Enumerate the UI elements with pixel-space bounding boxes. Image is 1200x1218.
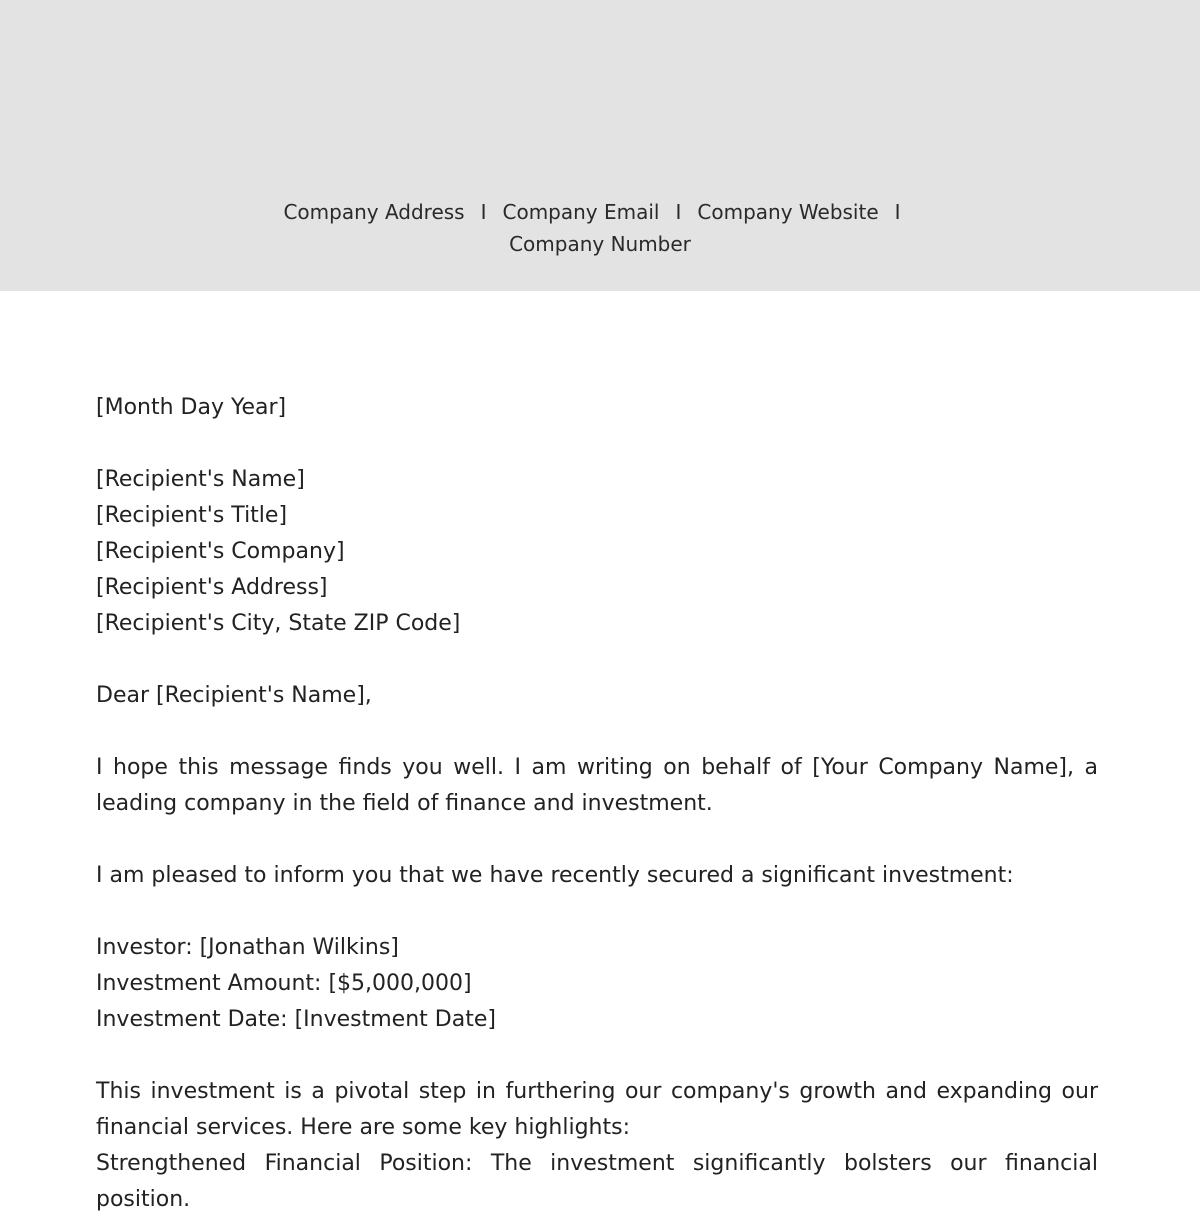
letter-date: [Month Day Year] [96,395,287,420]
investor-line: Investor: [Jonathan Wilkins] [96,935,399,960]
company-email: Company Email [502,200,660,224]
salutation: Dear [Recipient's Name], [96,683,372,708]
recipient-title: [Recipient's Title] [96,503,288,528]
investment-details [96,930,1098,1038]
spacer [96,1038,1098,1074]
investment-date-line: Investment Date: [Investment Date] [96,1007,496,1032]
spacer [96,426,1098,462]
letterhead-banner [0,0,1200,291]
spacer [96,822,1098,858]
highlights-paragraph: This investment is a pivotal step in furthering our company's growth and expanding our financial services. Here are some key highlights: [96,1079,1098,1140]
recipient-company: [Recipient's Company] [96,539,345,564]
letter-body [96,390,1098,1218]
company-contact-line [200,196,1000,260]
company-website: Company Website [697,200,879,224]
highlight-financial-position: Strengthened Financial Position: The investment significantly bolsters our financial position. [96,1151,1098,1212]
company-address: Company Address [283,200,465,224]
recipient-city-state-zip: [Recipient's City, State ZIP Code] [96,611,461,636]
spacer [96,894,1098,930]
recipient-name: [Recipient's Name] [96,467,305,492]
spacer [96,642,1098,678]
contact-separator: I [480,200,487,224]
recipient-address: [Recipient's Address] [96,575,328,600]
contact-separator: I [675,200,682,224]
announcement-paragraph: I am pleased to inform you that we have recently secured a significant investment: [96,863,1014,888]
intro-paragraph: I hope this message finds you well. I am writing on behalf of [Your Company Name], a leading company in the field of finance and investment. [96,755,1098,816]
contact-separator: I [894,200,901,224]
investment-amount-line: Investment Amount: [$5,000,000] [96,971,472,996]
company-number: Company Number [509,232,691,256]
recipient-block [96,462,1098,642]
spacer [96,714,1098,750]
